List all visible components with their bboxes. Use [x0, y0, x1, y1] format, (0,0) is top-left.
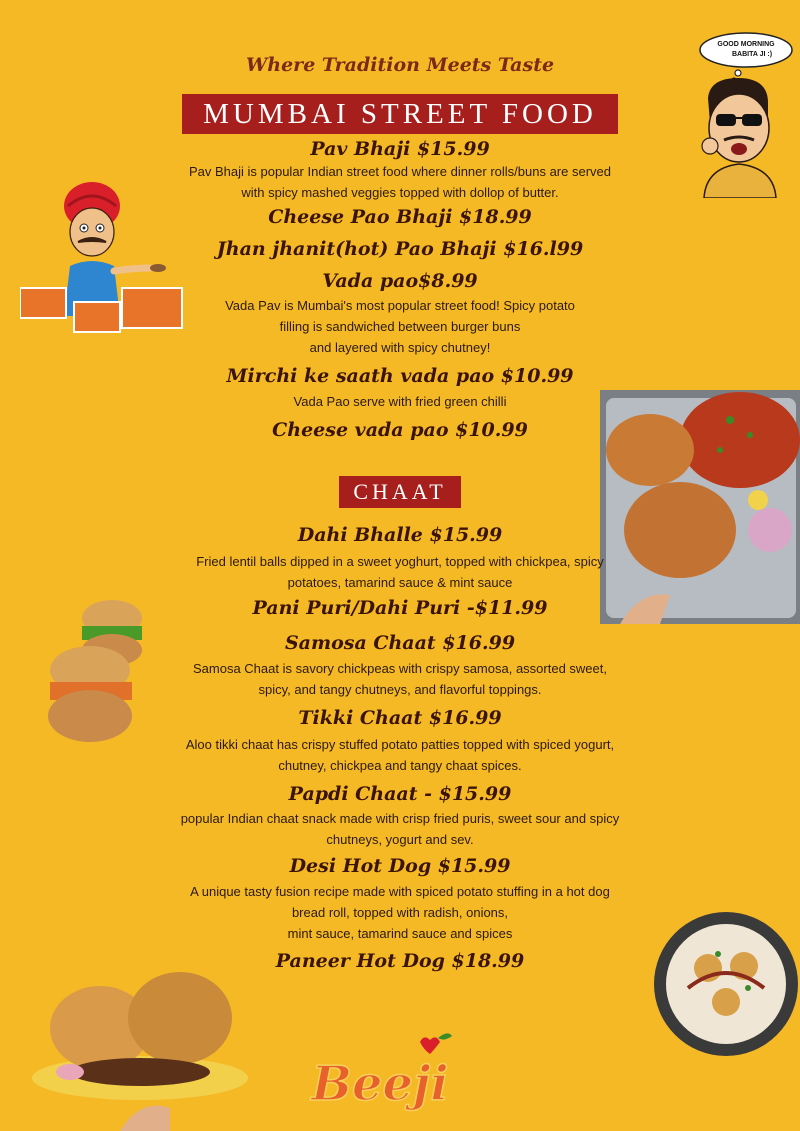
- character-illustration: [690, 28, 800, 198]
- brand-logo-text: Beeji: [311, 1056, 449, 1112]
- item-title-pani-puri: Pani Puri/Dahi Puri -$11.99: [252, 597, 548, 619]
- item-title-cheese-vada-pao: Cheese vada pao $10.99: [272, 419, 528, 441]
- speech-bubble-line-1: GOOD MORNING: [717, 41, 775, 48]
- item-desc-desi-hot-dog: A unique tasty fusion recipe made with spiced potato stuffing in a hot dog bread roll, topped with radish, onions, mint sauce, tamarind sauce and spices: [190, 884, 610, 941]
- item-title-dahi-bhalle: Dahi Bhalle $15.99: [297, 524, 503, 546]
- item-desc-dahi-bhalle: Fried lentil balls dipped in a sweet yoghurt, topped with chickpea, spicy potatoes, tamarind sauce & mint sauce: [196, 554, 604, 590]
- item-desc-mirchi-vada-pao: Vada Pao serve with fried green chilli: [293, 394, 507, 409]
- item-desc-vada-pao: Vada Pav is Mumbai's most popular street food! Spicy potato filling is sandwiched between burger buns and layered with spicy chutney!: [225, 298, 575, 355]
- item-title-tikki-chaat: Tikki Chaat $16.99: [298, 707, 502, 729]
- section-banner-chaat: CHAAT: [339, 476, 461, 508]
- item-desc-tikki-chaat: Aloo tikki chaat has crispy stuffed potato patties topped with spiced yogurt, chutney, chickpea and tangy chaat spices.: [185, 737, 615, 773]
- item-desc-papdi-chaat: popular Indian chaat snack made with crisp fried puris, sweet sour and spicy chutneys, yogurt and sev.: [180, 811, 620, 847]
- item-title-samosa-chaat: Samosa Chaat $16.99: [284, 632, 516, 654]
- item-title-pav-bhaji: Pav Bhaji $15.99: [310, 138, 490, 160]
- item-title-paneer-hot-dog: Paneer Hot Dog $18.99: [275, 950, 525, 972]
- item-desc-pav-bhaji: Pav Bhaji is popular Indian street food where dinner rolls/buns are served with spicy mashed veggies topped with dollop of butter.: [188, 164, 612, 200]
- item-title-mirchi-vada-pao: Mirchi ke saath vada pao $10.99: [226, 365, 574, 387]
- section-banner-street-food: MUMBAI STREET FOOD: [182, 94, 618, 134]
- item-title-vada-pao: Vada pao$8.99: [322, 270, 478, 292]
- tagline: Where Tradition Meets Taste: [245, 54, 555, 76]
- chole-bhature-photo: [30, 968, 252, 1131]
- item-desc-samosa-chaat: Samosa Chaat is savory chickpeas with crispy samosa, assorted sweet, spicy, and tangy chutneys, and flavorful toppings.: [192, 661, 607, 697]
- item-title-jhan-jhanit: Jhan jhanit(hot) Pao Bhaji $16.l99: [216, 238, 584, 260]
- item-title-papdi-chaat: Papdi Chaat - $15.99: [288, 783, 512, 805]
- item-title-cheese-pao-bhaji: Cheese Pao Bhaji $18.99: [268, 206, 532, 228]
- item-title-desi-hot-dog: Desi Hot Dog $15.99: [289, 855, 511, 877]
- papdi-chaat-photo: [648, 908, 800, 1060]
- brand-logo: [302, 1028, 462, 1124]
- speech-bubble-line-2: BABITA JI :): [731, 51, 773, 58]
